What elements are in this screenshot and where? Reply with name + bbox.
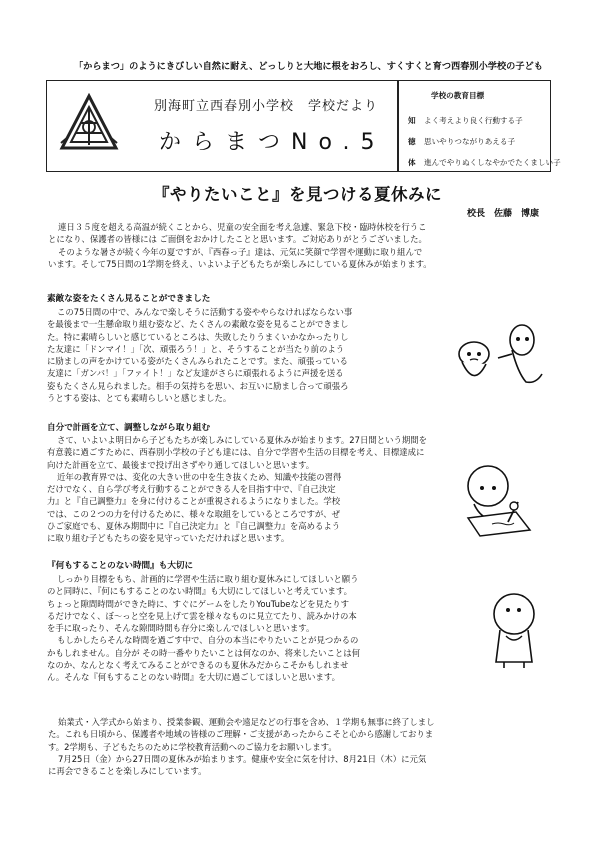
- text-line: います。そして75日間の1学期を終え、いよいよ子どもたちが楽しみにしている夏休みが始まります。: [48, 258, 432, 269]
- text-line: 向けた計画を立て、最後まで投げ出さずやり通してほしいと思います。: [47, 459, 315, 470]
- goal-text: 進んでやりぬくしなやかでたくましい子: [424, 158, 561, 167]
- text-line: るだけでなく、ぼ～っと空を見上げて雲を様々なものに見立てたり、読みかけの本: [47, 610, 357, 621]
- text-line: を最後まで一生懸命取り組む姿など、たくさんの素敵な姿を見ることができまし: [47, 319, 349, 330]
- text-line: す。2学期も、子どもたちのために学校教育活動へのご協力をお願いします。: [48, 741, 337, 752]
- text-line: 近年の教育界では、変化の大きい世の中を生き抜くため、知識や技能の習得: [57, 471, 342, 482]
- goal-text: よく考えより良く行動する子: [424, 116, 523, 125]
- text-line: さて、いよいよ明日から子どもたちが楽しみにしている夏休みが始まります。27日間という期間を: [57, 435, 427, 445]
- section-body: [47, 434, 427, 545]
- intro-paragraph: [48, 221, 432, 270]
- text-line: ひご家庭でも、夏休み期間中に『自己決定力』と『自己調整力』を高めるよう: [47, 521, 341, 532]
- text-line: なのか、なんとなく考えてみることができるのも夏休みだからこそかもしれませ: [47, 660, 349, 671]
- section-body: [47, 573, 361, 684]
- goal-body: [408, 157, 561, 168]
- text-line: とになり、保護者の皆様には ご面倒をおかけしたことと思います。ご対応ありがとうございました。: [48, 234, 427, 245]
- text-line: た。これも日頃から、保護者や地域の皆様のご理解・ご支援があったからこそと心から感謝しておりま: [48, 729, 434, 740]
- goal-key: 徳: [408, 137, 416, 146]
- section-heading: 自分で計画を立て、調整しながら取り組む: [47, 423, 211, 433]
- text-line: そのような暑さが続く今年の夏ですが、『西春っ子』達は、元気に笑顔で学習や運動に取り組んで: [58, 246, 423, 257]
- school-motto: 「からまつ」のようにきびしい自然に耐え、どっしりと大地に根をおろし、すくすくと育つ西春別小学校の子ども: [74, 61, 543, 72]
- text-line: 友達に「ガンバ！」「ファイト！」など友達がさらに頑張れるように声援を送る: [47, 368, 344, 379]
- text-line: に取り組む子どもたちの姿を見守っていただければと思います。: [47, 533, 290, 544]
- education-goals: [398, 80, 561, 172]
- school-emblem-icon: [59, 93, 119, 153]
- text-line: 有意義に過ごすために、西春別小学校の子ども達には、自分で学習や生活の目標を考え、目標達成に: [47, 447, 425, 458]
- goal-text: 思いやりつながりあえる子: [424, 137, 516, 146]
- text-line: に再会できることを楽しみにしています。: [48, 766, 207, 777]
- text-line: 力』と『自己調整力』を身に付けることが重視されるようになりました。学校: [47, 496, 341, 507]
- school-name: 別海町立西春別小学校 学校だより: [154, 99, 379, 114]
- text-line: のと同時に、『何にもすることのない時間』も大切にしてほしいと考えています。: [47, 586, 353, 597]
- text-line: しっかり目標をもち、計画的に学習や生活に取り組む夏休みにしてほしいと願う: [57, 574, 359, 584]
- text-line: だけでなく、自ら学び考え行動することができる人を目指す中で、『自己決定: [47, 484, 336, 495]
- section-body: [47, 306, 353, 404]
- thinking-child-illustration: [478, 588, 550, 670]
- text-line: うとする姿は、とても素晴らしいと感じました。: [47, 393, 232, 404]
- section-heading: 『何もすることのない時間』も大切に: [47, 561, 194, 571]
- text-line: ん。そんな『何もすることのない時間』を大切に過ごしてほしいと思います。: [47, 672, 340, 683]
- text-line: かもしれません。自分が その時一番やりたいことは何なのか、将来したいことは何: [47, 647, 361, 658]
- goal-knowledge: [408, 115, 523, 126]
- goal-key: 知: [408, 116, 416, 125]
- article-title: 『やりたいこと』を見つける夏休みに: [153, 185, 442, 204]
- text-line: た友達に「ドンマイ！」「次、頑張ろう！」と、そうすることが当たり前のよう: [47, 343, 345, 354]
- goal-virtue: [408, 136, 515, 147]
- encouraging-kids-illustration: [452, 318, 552, 394]
- text-line: 姿もたくさん見られました。相手の気持ちを思い、お互いに励まし合って頑張ろ: [47, 380, 349, 391]
- newsletter-title: からまつNo.5: [159, 130, 386, 155]
- goal-key: 体: [408, 158, 416, 167]
- text-line: もしかしたらそんな時間を過ごす中で、自分の本当にやりたいことが見つかるの: [57, 635, 359, 646]
- goals-title: 学校の教育目標: [431, 91, 485, 100]
- text-line: 始業式・入学式から始まり、授業参観、運動会や遠足などの行事を含め、１学期も無事に終了しまし: [58, 717, 435, 727]
- text-line: この75日間の中で、みんなで楽しそうに活動する姿ややらなければならない事: [57, 307, 353, 317]
- newsletter-header: [46, 80, 398, 172]
- text-line: ちょっと隙間時間ができた時に、すぐにゲームをしたりYouTubeなどを見たりす: [47, 598, 350, 609]
- text-line: では、この２つの力を付けるために、様々な取組をしているところですが、ぜ: [47, 508, 341, 519]
- section-heading: 素敵な姿をたくさん見ることができました: [47, 294, 211, 304]
- text-line: に励ましの声をかけている姿がたくさんみられたことです。また、頑張っている: [47, 356, 348, 367]
- text-line: 連日３５度を超える高温が続くことから、児童の安全面を考え急遽、緊急下校・臨時休校を行うこ: [58, 222, 427, 232]
- text-line: 7月25日（金）から27日間の夏休みが始まります。健康や安全に気を付け、8月21日（木）に元気: [58, 753, 427, 764]
- studying-child-illustration: [452, 462, 552, 542]
- text-line: を手に取ったり、そんな隙間時間も存分に楽しんでほしいと思います。: [47, 623, 315, 634]
- article-author: 校長 佐藤 博康: [467, 209, 540, 219]
- text-line: た。特に素晴らしいと感じているところは、失敗したりうまくいかなかったりし: [47, 331, 349, 342]
- closing-paragraph: [48, 716, 435, 777]
